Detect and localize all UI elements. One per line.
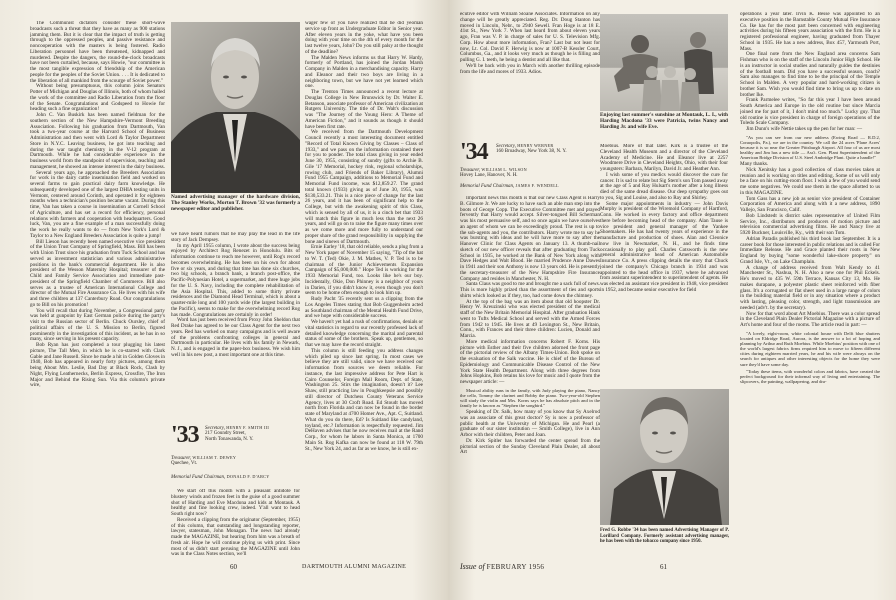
issue-date [460, 562, 544, 571]
photo-caption-brown: Named advertising manager of the hardware division, The Stanley Works, Morton T. Brown '32 was formerly a newspaper editor and publisher. [171, 194, 300, 212]
quoted-paragraph: "Today these items, with wonderful colors and fabrics, have created the perfect background for their informal way of living and entertaining. The slipcovers, the painting, wallpapering, and dra- [740, 368, 880, 384]
column-right-2 [600, 144, 728, 384]
treasurer-address: Hovey Lane, Hanover, N. H. [460, 173, 518, 178]
paragraph: Santa Claus was good to me and brought me a sack full of news. This is more highly prized than the assortment of ties and sports shirts which looked as if they, too, had come down the chimney. [460, 281, 600, 299]
paragraph: Tom Gass has a new job as senior vice president of Container Corporation of America and along with it a new address, 1890 Vallejo, San Francisco, Calif. [740, 195, 880, 214]
paragraph: Received a clipping from the originator (September, 1955) of this column, that outstanding and longstanding reporter, lawyer, statesman, John Monagan. The news had already made the MAGAZINE, but hearing from him was a breath of fresh air. Hope he will continue plying us with print. Since most of us didn't start perusing the MAGAZINE until John was in the Class Notes section, we'll [171, 516, 300, 557]
paragraph: Jim Dunn's wife Nettie takes up the pen for her man: — [746, 126, 863, 132]
quoted-paragraph: Musical ability runs in the family, with Judy playing the piano, Nancy the cello, Tommy the clarinet and Bobby the piano. Two-year-old Stephen will study the violin and Mrs. Korns says he has absolute pitch and in the family he is known as "Stephen the songbird." [460, 387, 600, 409]
paragraph: One final note from the New England area concerns Sam Fishman who is on the staff of the Lincoln Junior High School. He is an instructor in social studies and naturally guides the destinies of the football team. Did you have a successful season, coach? Sam also manages to find time to be the principal of the Temple School in Malden. A very popular and hard-working citizen is brother Sam. Wish you would find time to bring us up to date on brother Ike. [740, 51, 880, 98]
column-left-2 [171, 232, 300, 418]
paragraph: Word has just been received from Proxy John Sheldon that Red Drake has agreed to be our Class Agent for the next two years. Red has worked on many campaigns and is well aware of the problems confronting colleges in general and Dartmouth in particular. He lives with his family in Newark, N. J., and is engaged in the paper-box business. We wish him well in his new post, a most important one at this time. [171, 317, 300, 358]
memorial-fund-line: Memorial Fund Chairman, JAMES F. WENDELL [460, 183, 559, 189]
column-left-1 [30, 21, 165, 557]
column-left-2b [171, 489, 300, 557]
paragraph: You will recall that during November, a Congressional party was held at gunpoint by East German police during the party's visit to the Russian sector of Berlin. Chuck Oursley, chief of political affairs of the U. S. Mission to Berlin, figured prominently in the investigation of this incident, as he has in so many, since serving in his present capacity. [30, 307, 165, 343]
paragraph: Bob Lindstedt is district sales representative of United Film Service, Inc., distributors and producers of motion picture and television commercial advertising films. He and Nancy live at 5920 Buckner, Louisville, Ky., with their son Tom. [740, 212, 880, 237]
class-numeral: '33 [171, 422, 199, 448]
paragraph: ecutive editor with William Sloane Associates. Information on any change will be greatly appreciated. Reg. Dr. Doug Stanton has moved in Lincoln, Nebr., to 2940 Sewell. Fran Hoge is at 18 E. 41st St., New York 7. When last heard from about eleven years ago, Fran was V. P. in charge of sales for U. S. Television Mfg. Corp. How about more information, Fran? Last but not least for now, Lt. Col. David F. Herwig is now at 1007-B Kessler Court, Columbus, Ga., and it looks very much as though he is filling and pulling G. I. teeth, he being a dentist and all like that. [460, 12, 600, 63]
photo-morton-brown [171, 22, 300, 193]
portrait-icon [171, 22, 300, 193]
paragraph: Without being presumptuous, this column joins Senators Potter of Michigan and Douglas of Illinois, both of whom hailed the work of the committee and Radio Liberation from the floor of the Senate. Congratulations and Godspeed to Howie for heading such a fine organization! [30, 83, 165, 113]
column-right-1a [460, 12, 600, 112]
paragraph: A change of address received from Walt Kendy to 41 Manchester St., Nashua, N. H. Also a new one for Phil Eckels. He's moved to 435 W. 59th Terrace, Kansas City 13, Mo. He makes durapane, a polyester plastic sheet reinforced with fiber glass. It's a corrugated or flat sheet used in a large range of colors in the building material field or in any situation where a product with lasting, pleasing color, strength, and light transmission are needed (adv't. by the secretary). [740, 264, 880, 311]
beach-family-icon [600, 14, 728, 111]
paragraph: The Trenton Times announced a recent lecture at Douglas College in New Brunswick by Dr. Walter E. Betanson, associate professor of American civilization at Rutgers University. The title of Dr. Walt's discussion was "The Journey of the Young Hero: A Theme of American Fiction," and it sounds as though it should have been first rate. [305, 89, 423, 130]
paragraph: wager few of you have realized that he did yeoman service up front as Undergraduate Editor in Senior year. After eleven years in the yoke, what have you been doing with your time on the 4th of every month for the last twelve years, John? Do you still palsy at the thought of the deadline? [305, 21, 423, 55]
paragraph: In my April 1955 column, I wrote about the success being enjoyed by Architect Rog Renezet in Honolulu. Bits of information continue to reach me however, until Rog's record becomes overwhelming. He has been on his own for about five or six years, and during that time has done six churches, two big schools, a branch bank, a branch post-office, the Pacific-Polynesian Hotel, a supermarket, and three huge jobs for the U. S. Navy, including the complete rehabilitation of the Asia Hospital. This, added to some thirty private residences and the Diamond Head Terminal, which is about a quarter-mile long and 100 yards wide (the largest building in the Pacific), seems to make for the overwhelming record Rog has made. Congratulations are certainly in order! [171, 242, 300, 318]
secretary-line: Secretary, HENRY F. SMITH III [205, 425, 270, 431]
paragraph: The Malden News informs us that Harry W. Hardy, formerly of Portland, has joined the Jordan Marsh Company in Malden in a merchandising capacity. Harry and Eleanor and their two boys are living in a neighboring town, but we have not yet learned which one. [305, 54, 423, 90]
paragraph: operations a year later. Irvin K. Besse was appointed to an executive position in the Barnstable County Mutual Fire Insurance Co. Ike has for the most part been concerned with engineering activities during his fifteen years association with the firm. He is a registered professional engineer, having graduated from Thayer School in 1935. He has a new address, Box 457, Yarmouth Port, Mass. [740, 12, 880, 52]
paragraph: Important news this month is that our new Class Agent is Harry B. Gilmore Jr. We are lucky to have such an able man step into the boots of George Copp. The Executive Committee met and prayed fervently that Harry would accept. Silver-tongued Bill Scherman was his most persuasive self, and so once again we have ourselves an agent of whom we can be exceedingly proud. The rest is up to the sub-agents and you, the contributors. Harry wrote me to say he was bursting with ideas and he will have more to say after the Hanover Clinic for Class Agents on January 13. A thumb-nail sketch of our new officer reveals that after graduating from Tuck School in 1935, he worked at the Bank of New York along with Dave Hedges and Walt Blood. He married Prudence Anne Dawes in 1941 and their son Anthony is now 13 years old. He is presently the secretary-treasurer of the New Hampshire Fire Insurance Company and resides in Manchester, N. H. [460, 196, 600, 282]
paragraph: At the top of the bag was an item about that old hoopster Dr. Henry W. Kreuzinski who was elected president of the medical staff of the New Britain Memorial Hospital. After graduation Hank went to Tufts Medical School and served with the Armed Forces from 1942 to 1945. He lives at 49 Lexington St., New Britain, Conn., with Frances and their three children: Lucien, Donald and Marcia. [460, 298, 600, 339]
photo-fred-robbe [600, 389, 729, 525]
quoted-paragraph: "As you can see from our new address (Ewing Road — R.D.2, Coraopolis, Pa.), we are in the country. We call the 24 acres 'Plane Acres' because it is so near the Greater Pittsburgh Airport. All four of us are most healthy and Jim has a new title — Ass't. Gen. Plant Superintendent of the American Bridge Division of U.S. Steel Ambridge Plant. Quite a handle!" [740, 134, 880, 161]
right-page [448, 0, 896, 600]
portrait-icon [600, 389, 729, 525]
page-number-right: 61 [660, 563, 667, 571]
class-numeral: '34 [460, 139, 488, 165]
paragraph: John C. Van Buskirk has been named fieldman for the southern section of the New Hampshire-Vermont Breeding Association. Following his graduation from Dartmouth, Van took a two-year course at the Harvard School of Business Administration and then went with Lord & Taylor Department Store in N.Y.C. Leaving business, he got into teaching and during the war taught chemistry in the V-12 program at Dartmouth. While he had considerable experience in the business world from the standpoint of supervision, teaching and management, he showed an intense interest in the dairy business. [30, 112, 165, 170]
paragraph: Dr. Kirk Spitler has forwarded the center spread from the pictorial section of the Sunday Cleveland Plain Dealer, all about Art [460, 437, 600, 456]
paragraph: Bill Lieson has recently been named executive vice president of the Union Trust Company of Springfield, Mass. Bill has been with Union Trust since his graduation from Tuck School and has served as investment statistician and various administrative positions in the bank's commercial department. He is also president of the Wesson Maternity Hospital; treasurer of the Child and Family Service Association and immediate past-president of the Springfield Chamber of Commerce. Bill also serves as a trustee of American International College and director of the Mutual Fire Assurance Co. He lives with his wife and three children at 137 Canterbury Road. Our congratulations go to Bill on his promotion! [30, 238, 165, 308]
magazine-name: DARTMOUTH ALUMNI MAGAZINE [302, 564, 407, 570]
paragraph: Speaking of Dr. Salk, how many of you know that Sy Axelrod was an associate of this great doctor? Sy is now a professor of public health at the University of Michigan. He and Pearl (a graduate of our sister institution — Smith College), live in Ann Arbor with their children, Peter and Joan. [460, 409, 600, 439]
class-34-header [460, 138, 605, 194]
secretary-address-2: North Tonawanda, N. Y. [205, 437, 254, 442]
paragraph: We start off this month with a pleasant antidote for blustery winds and frozen feet in the guise of a good summer shot of Harding and Eve Macdona and kids at Montauk. A healthy and fine looking crew, indeed. Y'all want to head South right now? [171, 489, 300, 517]
paragraph: we have heard rumors that he may play the lead in the life story of Jack Dempsey. [171, 232, 300, 243]
paragraph: I wish some of you medics would discover the cure for cancer. It is sad to relate but Sig Stern's son Tom passed away at the age of 5 and Ray Hulsart's mother after a long illness died of the same dread disease. Our deep sympathy goes out to you, Sig and Louise, and also to Ray and Shirley. [600, 171, 728, 201]
secretary-line: Secretary, HENRY WERNER [496, 143, 554, 149]
treasurer-address: Quechee, Vt. [171, 461, 198, 466]
paragraph: Bob Ryan has just completed a tour plugging his latest picture, The Tall Men, in which he is co-starred with Clark Gable and Jane Russell. Since he made a hit in Golden Gloves in 1940, Bob has appeared in nearly forty pictures, among them being About Mrs. Leslie, Bad Day at Black Rock, Clash by Night, Flying Leathernecks, Berlin Express, Crossfire, The Iron Major and Behind the Rising Sun. Via this column's private wire, [30, 342, 165, 389]
paragraph: We received from the Dartmouth Development Council recently a most interesting document entitled "Record of Total Known Giving by Classes – Class of 1933," and we pass on the information contained there for you to ponder. The total class giving in year ended June 30, 1955, consisting of sundry (gifts to Archie B. Gile '17 Memorial, hockey rink, regional scholarships, rowing club, and Friends of Baker Library), Alumni Fund 1955 Campaign, additions to Memorial Fund and Memorial Fund income, was $12,859.27. The grand total known (1933) giving as of June 30, 1955, was $130,533.21. This is a nice piece of change for the last 26 years, and it has been of significant help to the College, but with the awakening spirit of this Class, which is sensed by all of us, it is a cinch bet that 1933 will match this figure in much less than the next 26 years, and will go on to raise the figure many times over as we come more and more fully to understand our proper share of the grand responsibility in supplying the bone and sinews of Dartmouth. [305, 129, 423, 245]
column-right-1b [460, 196, 600, 557]
page-number-left: 60 [230, 563, 237, 571]
paragraph: Many thanks. [740, 161, 769, 168]
paragraph: Ernie Earley '18, that old reliable, sends a plug from a New York paper of November 15 saying, "Tip of the hat to W. T. (Ted) Okie, J. M. Mathes, V. P. Ted is to be chairman of the Junior Achievements Expansion Campaign of $5,000,000." Hope Ted is working for the 1933 Memorial Fund, too. Looks like he's our boy. Incidentally, Okie, Don Phinney is a neighbor of yours in Darien, if you didn't know it, even though you don't seem to be home often enough to look him up. [305, 244, 423, 297]
paragraph: Several years ago, he approached the Breeders Association for work in the dairy cattle insemination field and worked on several farms to gain practical dairy farm knowledge. He subsequently developed one of the largest DHIA testing units in Vermont, centered around Corinth, and operated it for eighteen months when a technician's position became vacant. During this time, Van has taken a course in insemination at Cornell School of Agriculture, and has set a record for efficiency, personal relations with farmers and cooperation with headquarters. Good luck, Van, you are a fine example of a man successfully doing the work he really wants to do — from New York's Lord & Taylor to a New England Breeders Association is quite a jump! [30, 169, 165, 239]
paragraph: This column is still feeding you address changes which piled up since last spring. In most cases we believe they are still valid, since we have received our information from sources we deem reliable. For instance, the last impressive address for Pete Hart is Cairo Counselor, Foreign Mail Room, Dept. of State, Washington 25. Stirs the imagination, doesn't it? Lee Shaw, still practicing law in Poughkeepsie and possibly still director of Dutchess County Veterans Service Agency, lives at 30 Croft Road. Ed Stoudt has moved north from Florida and can now be found in the border state of Maryland at 4700 Homer Ave., Apt. C, Suitland. What do you do there, Ed? Is Suitland like candyland, toyland, etc.? Information is respectfully requested. Jim DeHaven advises that he now receives mail at the Rand Corp., for whom he labors in Santa Monica, at 1700 Main St. Rog Kafka can now be found at 118 W. 79th St., New York 24, and as far as we know, he is still ex- [305, 347, 423, 452]
paragraph: Now for that word about Art Moebius. There was a color spread in the Cleveland Plain Dealer Pictorial Magazine with a picture of Art's home and four of the rooms. The article read in part: — [740, 310, 880, 329]
paragraph: Rudy Pacht '35 recently sent us a clipping from the Los Angeles Times stating that Bob Guggenheim acted as Southland chairman of the Mental Health Fund Drive, and we hope with considerable success. [305, 296, 423, 320]
secretary-address: 160 Broadway, New York 38, N. Y. [496, 149, 567, 154]
paragraph: Frank Parmelee writes, "So far this year I have been around South America and Europe in the old routine but since Marcia joined me for part of it, I don't mind too much." Lucky guy. That old routine is vice president in charge of foreign operations of the Toledo Scale Company. [740, 97, 880, 127]
photo-macdona-family [600, 14, 728, 111]
paragraph: Adrian Paradis published his third book last September. It is a career book for those interested in public relations and is called For Immediate Release. He and Grace planted their roots in New England by buying "some wonderful lake-shore property" on Grand Isle, Vt., on Lake Champlain. [740, 235, 880, 265]
issue-month-year: FEBRUARY 1956 [486, 563, 545, 571]
column-left-3 [305, 21, 423, 557]
photo-caption-macdona: Enjoying last summer's sunshine at Montauk, L. I., with Harding Macdona '33 were Patricia, twins Nancy and Harding Jr. and wife Eve. [600, 112, 728, 130]
paragraph: Nick Xenitsky has a good collection of class movies taken at reunion and is working on titles and editing. Some of us will only be a face on his cutting-room floor. I wish a few of you would send me some negatives. We could use them in the space allotted to us in this MAGAZINE. [740, 166, 880, 196]
secretary-address-1: 217 Goundry Street, [205, 431, 246, 436]
treasurer-line: Treasurer, WILLIAM T. DEWEY [171, 455, 237, 461]
paragraph: More medical information concerns Robert F. Korns. His picture with Esther and their five children adorned the front page of the pictorial review of the Albany Times-Union. Bob spoke on the evaluation of the Salk vaccine. He is chief of the Bureau of Epidemiology and Communicable Disease Control of the New York State Health Department. Along with three degrees from Johns Hopkins, Bob retains his love for music and I quote from the newspaper article: — [460, 338, 600, 385]
paragraph: We haven't yet had a rush of confirmations, denials or vital statistics in regard to our recently professed lack of detailed knowledge concerning the marital and parental status of some of the brothers. Speak up, gentlemen, so that we may have the record straight. [305, 319, 423, 348]
paragraph: The Communist dictators consider these short-wave broadcasts such a threat that they have as many as 900 stations jamming them. But it is clear that the impact of truth is getting through to the oppressed peoples, and passive resistance and noncooperation with the masters is being fostered. Radio Liberation personnel have been threatened, kidnapped and murdered. Despite the dangers, the round-the-clock broadcasts have not been curtailed, because, says Howie, "our committee is the most tangible expression of friendship of the American people for the peoples of the Soviet Union. . . . It is dedicated to the liberation of all mankind from the scourge of Soviet power." [30, 21, 165, 84]
column-right-3 [740, 12, 880, 557]
treasurer-line: Treasurer, WILLIAM L. WILSON [460, 167, 527, 173]
issue-prefix: Issue of [460, 562, 485, 571]
memorial-fund-line: Memorial Fund Chairman, DONALD F. D'ARCY [171, 474, 270, 480]
paragraph: Moebius. More of that later. Kirk is a trustee of the Cleveland Health Museum and a director of the Cleveland Academy of Medicine. He and Eleanor live at 2257 Woodmere Drive in Cleveland Heights, Ohio, with their four youngsters: Barbara, Marilyn, David Jr. and Heather Ann. [600, 144, 728, 172]
photo-caption-robbe: Fred G. Robbe '34 has been named Advertising Manager of P. Lorillard Company. Formerly assistant advertising manager, he has been with the tobacco company since 1950. [600, 528, 729, 545]
class-33-header [171, 420, 301, 490]
quoted-paragraph: "A lovely, eight-room, white colonial house with Delft blue shutters located on Eldridge Road, Aurora, is the answer to a lot of hoping and planning by Arthur and Ruth Moebius. While Moebius' position with one of the world's largest fabrics firms required him to move to fifteen different cities during eighteen married years, he and his wife were always on the search for antiques and other interesting objects for the home they were sure they'd have some day. [740, 330, 880, 367]
paragraph: We'll be back with you in March with another thrilling episode from the life and mores of 1933. Adios. [460, 62, 600, 75]
paragraph: Some major appointments in industry — John Davis Murphy is president of the Wiremold Company of Hartford, Conn. He worked in every factory and office department there before becoming head of the company. Alan Tause is vice president and general manager of the Yankee Shoemakers. He has had twenty years of experience in the manufacture and production of shoes. Alan and Cleonice now live in Newmarket, N. H., and he finds time occasionally to play golf. Charles Cotsworth is the new general administrative head of American Automobile Insurance Co. A press clipping details the story that Chuck joined the company's Chicago branch in 1934 and was appointed to the head office in 1937, where he advanced from assistant superintendent to superintendent of agents. He was elected an assistant vice president in 1948, vice president in 1952, and became senior executive for field [600, 200, 728, 293]
